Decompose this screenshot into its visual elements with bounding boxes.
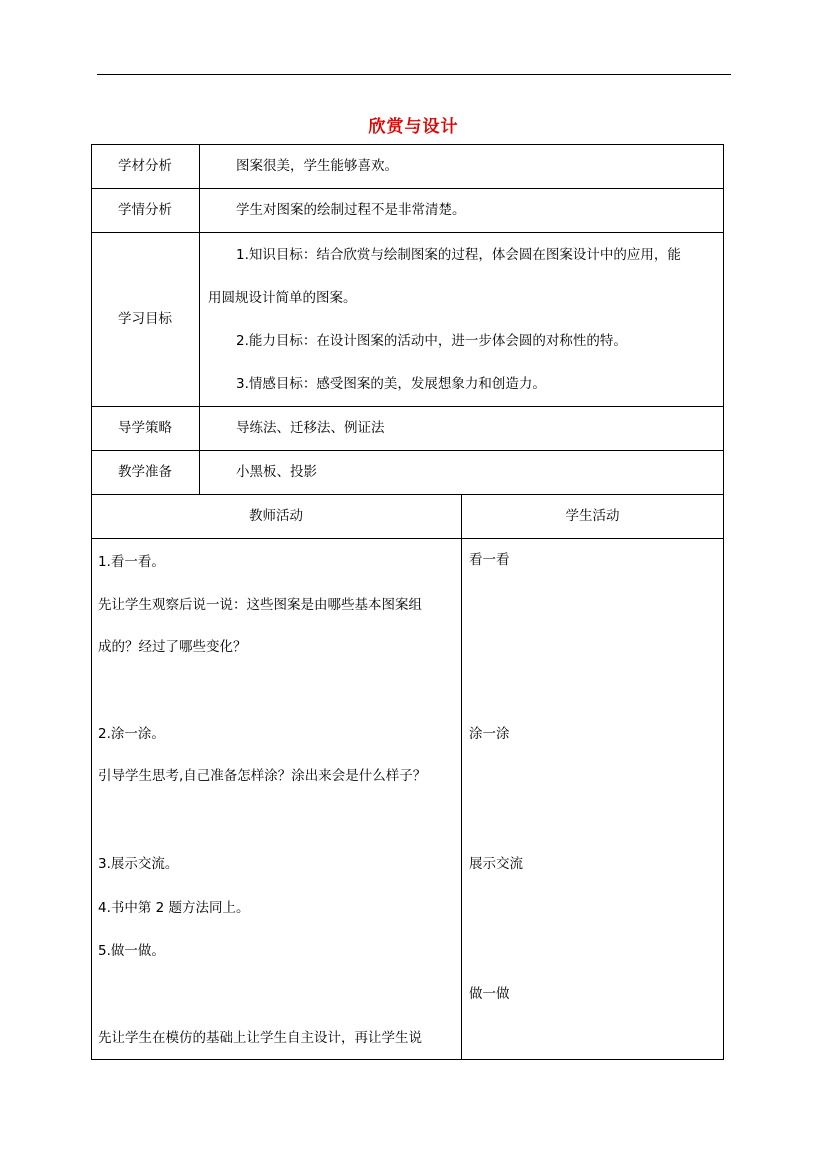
row-label-learner-analysis: 学情分析 <box>118 202 172 218</box>
teacher-activity-line: 引导学生思考,自己准备怎样涂？涂出来会是什么样子？ <box>98 768 427 784</box>
row-content-learner-analysis: 学生对图案的绘制过程不是非常清楚。 <box>236 202 466 218</box>
row-label-guidance-strategy: 导学策略 <box>118 420 172 436</box>
teacher-activity-line: 4.书中第 2 题方法同上。 <box>98 900 250 916</box>
goal-line: 2.能力目标：在设计图案的活动中，进一步体会圆的对称性的特。 <box>236 333 627 349</box>
goal-line: 3.情感目标：感受图案的美，发展想象力和创造力。 <box>236 376 546 392</box>
row-divider <box>91 450 724 451</box>
teacher-activity-line: 先让学生观察后说一说：这些图案是由哪些基本图案组 <box>98 597 422 613</box>
row-label-teaching-prep: 教学准备 <box>118 464 172 480</box>
goal-line: 用圆规设计简单的图案。 <box>208 290 357 306</box>
teacher-activity-line: 3.展示交流。 <box>98 856 179 872</box>
row-divider <box>91 188 724 189</box>
student-activity-line: 看一看 <box>469 552 510 568</box>
label-column-divider <box>199 144 200 494</box>
student-activity-line: 做一做 <box>469 986 510 1002</box>
teacher-activity-line: 1.看一看。 <box>98 554 165 570</box>
row-divider <box>91 538 724 539</box>
teacher-activity-line: 成的？经过了哪些变化？ <box>98 639 247 655</box>
document-title: 欣赏与设计 <box>368 117 459 137</box>
row-label-material-analysis: 学材分析 <box>118 158 172 174</box>
teacher-activity-line: 先让学生在模仿的基础上让学生自主设计，再让学生说 <box>98 1030 422 1046</box>
row-label-learning-goals: 学习目标 <box>118 311 172 327</box>
student-activity-header: 学生活动 <box>565 508 620 524</box>
row-divider <box>91 406 724 407</box>
student-activity-line: 展示交流 <box>469 856 523 872</box>
teacher-activity-line: 5.做一做。 <box>98 943 165 959</box>
goal-line: 1.知识目标：结合欣赏与绘制图案的过程，体会圆在图案设计中的应用，能 <box>236 247 681 263</box>
row-divider <box>91 232 724 233</box>
row-divider <box>91 494 724 495</box>
activity-column-divider <box>461 494 462 1060</box>
teacher-activity-header: 教师活动 <box>249 508 303 524</box>
row-content-guidance-strategy: 导练法、迁移法、例证法 <box>236 420 385 436</box>
row-content-material-analysis: 图案很美，学生能够喜欢。 <box>236 158 398 174</box>
teacher-activity-line: 2.涂一涂。 <box>98 726 165 742</box>
student-activity-line: 涂一涂 <box>469 726 510 742</box>
row-content-teaching-prep: 小黑板、投影 <box>236 464 317 480</box>
header-rule <box>97 74 731 75</box>
